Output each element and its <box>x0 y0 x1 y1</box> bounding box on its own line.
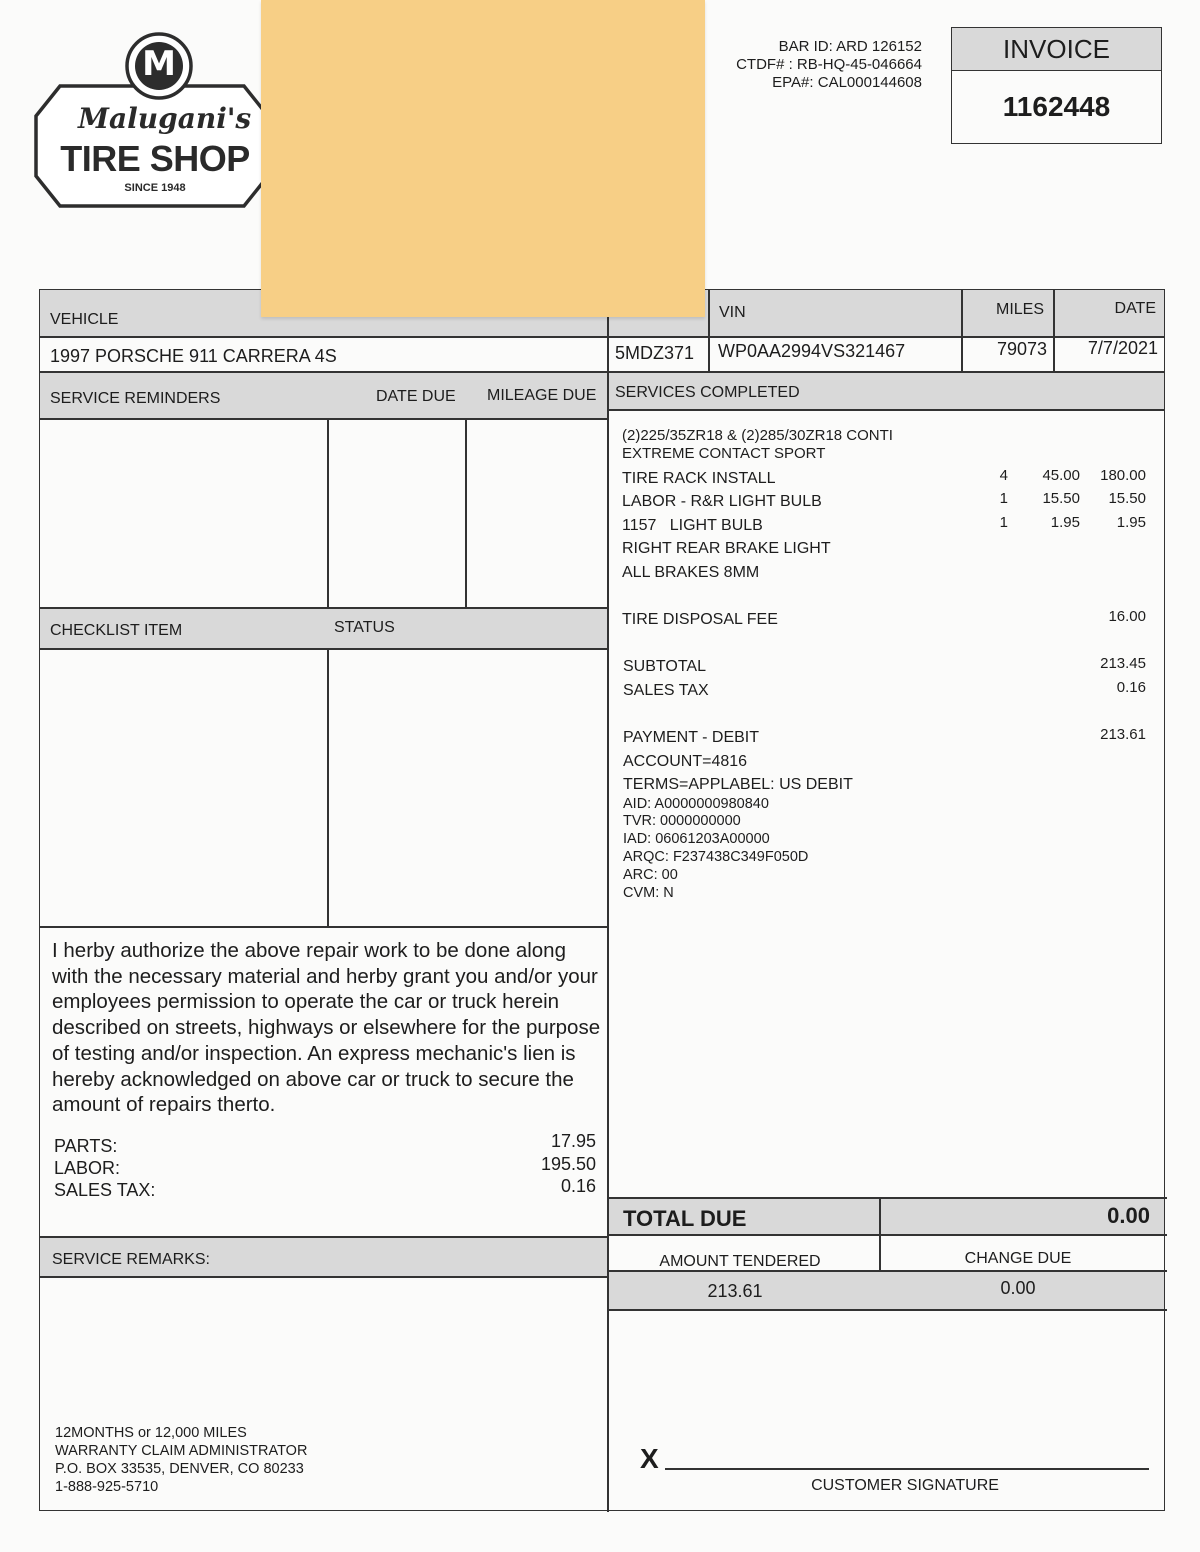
miles-header: MILES <box>995 301 1044 318</box>
tire-line-2: EXTREME CONTACT SPORT <box>622 445 826 462</box>
payment-label: PAYMENT - DEBIT <box>623 729 760 746</box>
vehicle-header: VEHICLE <box>50 311 119 328</box>
vin-header: VIN <box>719 304 746 321</box>
warranty-line-4: 1-888-925-5710 <box>55 1479 159 1495</box>
payment-aid: AID: A0000000980840 <box>623 796 769 812</box>
service-item-qty: 4 <box>999 467 1008 484</box>
service-item-price: 45.00 <box>1042 467 1080 484</box>
payment-arc: ARC: 00 <box>623 867 678 883</box>
payment-account: ACCOUNT=4816 <box>623 753 748 770</box>
logo-name: TIRE SHOP <box>60 138 250 179</box>
service-note-2: ALL BRAKES 8MM <box>622 564 760 581</box>
service-item-amount: 180.00 <box>1100 467 1146 484</box>
tire-line-1: (2)225/35ZR18 & (2)285/30ZR18 CONTI <box>622 427 893 444</box>
date-header: DATE <box>1114 300 1156 317</box>
service-item-amount: 15.50 <box>1108 490 1146 507</box>
service-item-desc: 1157 LIGHT BULB <box>622 517 763 534</box>
payment-cvm: CVM: N <box>623 885 674 901</box>
license-plate: 5MDZ371 <box>615 343 695 363</box>
payment-tvr: TVR: 0000000000 <box>623 813 741 829</box>
amount-tendered-label: AMOUNT TENDERED <box>659 1253 821 1270</box>
change-due-value: 0.00 <box>1000 1278 1036 1298</box>
change-due-label: CHANGE DUE <box>964 1250 1072 1267</box>
vehicle-description: 1997 PORSCHE 911 CARRERA 4S <box>50 346 337 366</box>
labor-label: LABOR: <box>54 1158 121 1178</box>
checklist-status-header: STATUS <box>334 619 395 636</box>
logo-since: SINCE 1948 <box>124 182 186 194</box>
authorization-text: I herby authorize the above repair work to be done along with the necessary material and herby grant you and/or your employees permission to operate the car or truck herein described on streets, highways or elsewhere for the purpose of testing and/or inspection. An express mechanic's lien is hereby acknowledged on above car or truck to secure the amount of repairs therto. <box>52 939 601 1117</box>
logo-letter: M <box>142 44 176 84</box>
bar-id: BAR ID: ARD 126152 <box>778 38 922 55</box>
subtotal-amount: 213.45 <box>1100 655 1146 672</box>
service-item-price: 15.50 <box>1042 490 1080 507</box>
invoice-box <box>951 27 1162 144</box>
service-reminders-header: SERVICE REMINDERS <box>50 390 221 407</box>
total-due-label: TOTAL DUE <box>623 1206 747 1231</box>
warranty-line-1: 12MONTHS or 12,000 MILES <box>55 1425 247 1441</box>
payment-iad: IAD: 06061203A00000 <box>623 831 770 847</box>
date-due-header: DATE DUE <box>376 388 456 405</box>
amount-tendered-value: 213.61 <box>707 1281 763 1301</box>
payment-terms: TERMS=APPLABEL: US DEBIT <box>623 776 853 793</box>
vin-number: WP0AA2994VS321467 <box>718 341 906 361</box>
service-item-amount: 1.95 <box>1116 514 1146 531</box>
parts-label: PARTS: <box>54 1136 118 1156</box>
services-sales-tax-label: SALES TAX <box>623 682 709 699</box>
services-header: SERVICES COMPLETED <box>615 384 800 401</box>
checklist-item-header: CHECKLIST ITEM <box>50 622 183 639</box>
date-value: 7/7/2021 <box>1087 338 1158 358</box>
service-item-qty: 1 <box>999 490 1008 507</box>
customer-signature-label: CUSTOMER SIGNATURE <box>811 1477 999 1494</box>
service-item-desc: TIRE RACK INSTALL <box>622 470 776 487</box>
disposal-fee-amount: 16.00 <box>1108 608 1146 625</box>
disposal-fee-label: TIRE DISPOSAL FEE <box>622 611 778 628</box>
sales-tax-amount: 0.16 <box>560 1176 596 1196</box>
warranty-line-2: WARRANTY CLAIM ADMINISTRATOR <box>55 1443 308 1459</box>
ctdf-number: CTDF# : RB-HQ-45-046664 <box>736 56 922 73</box>
service-item-price: 1.95 <box>1050 514 1080 531</box>
signature-x: X <box>640 1443 659 1474</box>
mileage-due-header: MILEAGE DUE <box>487 387 597 404</box>
invoice-number: 1162448 <box>1002 91 1111 122</box>
sales-tax-label: SALES TAX: <box>54 1180 156 1200</box>
payment-arqc: ARQC: F237438C349F050D <box>623 849 809 865</box>
service-note-1: RIGHT REAR BRAKE LIGHT <box>622 540 831 557</box>
payment-amount: 213.61 <box>1100 726 1146 743</box>
subtotal-label: SUBTOTAL <box>623 658 706 675</box>
epa-number: EPA#: CAL000144608 <box>772 74 922 91</box>
invoice-label: INVOICE <box>952 28 1161 71</box>
labor-amount: 195.50 <box>540 1154 596 1174</box>
service-item-qty: 1 <box>999 514 1008 531</box>
services-sales-tax-amount: 0.16 <box>1116 679 1146 696</box>
signature-line[interactable] <box>665 1468 1149 1470</box>
service-item-desc: LABOR - R&R LIGHT BULB <box>622 493 822 510</box>
total-due-amount: 0.00 <box>1107 1203 1150 1228</box>
logo-script-name: Malugani's <box>78 102 252 135</box>
sticky-note <box>261 0 705 317</box>
parts-amount: 17.95 <box>550 1131 596 1151</box>
warranty-line-3: P.O. BOX 33535, DENVER, CO 80233 <box>55 1461 304 1477</box>
miles-value: 79073 <box>996 339 1047 359</box>
service-remarks-header: SERVICE REMARKS: <box>52 1251 210 1268</box>
